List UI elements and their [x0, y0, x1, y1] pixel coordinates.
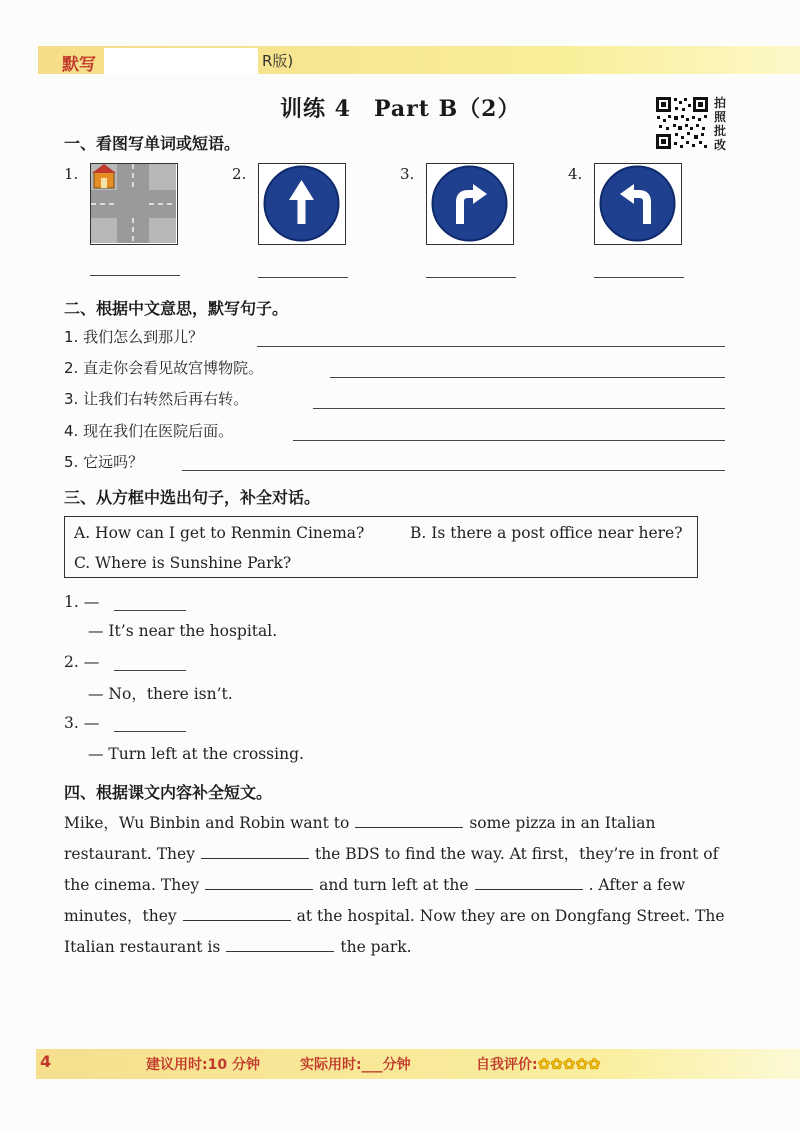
dialog-answer: — Turn left at the crossing. [88, 745, 304, 763]
picture-frame [594, 163, 682, 245]
blank-5[interactable] [183, 906, 291, 921]
answer-line[interactable] [114, 731, 186, 732]
page-number: 4 [40, 1052, 52, 1071]
option-a: A. How can I get to Renmin Cinema? [74, 524, 365, 542]
answer-line[interactable] [313, 408, 725, 409]
sentence-prompt: 2. 直走你会看见故宫博物院。 [64, 359, 264, 377]
star-icon[interactable]: ✿ [550, 1055, 563, 1073]
answer-line[interactable] [114, 670, 186, 671]
blank-1[interactable] [355, 813, 463, 828]
page-title: 训练 4 Part B（2） [280, 96, 521, 122]
answer-line[interactable] [594, 277, 684, 278]
star-icon[interactable]: ✿ [587, 1055, 601, 1073]
picture-frame [426, 163, 514, 245]
qr-code-icon[interactable] [655, 96, 709, 150]
sentence-prompt: 4. 现在我们在医院后面。 [64, 422, 234, 440]
answer-line[interactable] [293, 440, 725, 441]
item-number: 4. [568, 165, 583, 183]
answer-line[interactable] [426, 277, 516, 278]
answer-line[interactable] [182, 470, 725, 471]
dialog-question: 2. — [64, 653, 100, 671]
header-edition: R版) [262, 52, 294, 70]
answer-line[interactable] [114, 610, 186, 611]
blank-3[interactable] [205, 875, 313, 890]
dialog-question: 3. — [64, 714, 100, 732]
qr-label: 拍 照 批 改 [714, 96, 727, 152]
item-number: 1. [64, 165, 79, 183]
dialog-answer: — It’s near the hospital. [88, 622, 278, 640]
sentence-prompt: 3. 让我们右转然后再右转。 [64, 390, 249, 408]
star-icon[interactable]: ✿ [575, 1055, 588, 1073]
self-evaluation: 自我评价:✿✿✿✿✿ [476, 1055, 601, 1073]
section3-heading: 三、从方框中选出句子，补全对话。 [64, 488, 321, 507]
dialog-answer: — No，there isn’t. [88, 685, 233, 703]
dialog-question: 1. — [64, 593, 100, 611]
header-series-title: 默写 [62, 55, 96, 75]
answer-line[interactable] [257, 346, 725, 347]
crossroads-map-icon [91, 164, 176, 243]
blank-6[interactable] [226, 937, 334, 952]
item-number: 3. [400, 165, 415, 183]
item-number: 2. [232, 165, 247, 183]
suggested-time: 建议用时:10 分钟 [146, 1057, 260, 1073]
option-c: C. Where is Sunshine Park? [74, 554, 292, 572]
picture-frame [258, 163, 346, 245]
cloze-paragraph: Mike，Wu Binbin and Robin want to some pizza in an Italian restaurant. They the BDS to find the way. At first，they’re in front of the cinema. They and turn left at the . After a few minutes，they at the hospital. Now they are on Dongfang Street. The Italian restaurant is the park. [64, 814, 725, 956]
answer-line[interactable] [258, 277, 348, 278]
header-redacted-area [104, 48, 258, 74]
section1-heading: 一、看图写单词或短语。 [64, 134, 241, 153]
section2-heading: 二、根据中文意思，默写句子。 [64, 299, 289, 318]
section4-heading: 四、根据课文内容补全短文。 [64, 783, 273, 802]
picture-frame [90, 163, 178, 245]
actual-time: 实际用时:___分钟 [300, 1057, 411, 1073]
star-icon[interactable]: ✿ [537, 1055, 551, 1073]
turn-left-sign-icon [595, 164, 680, 243]
answer-line[interactable] [90, 275, 180, 276]
option-b: B. Is there a post office near here? [410, 524, 683, 542]
star-icon[interactable]: ✿ [562, 1055, 576, 1073]
sentence-prompt: 1. 我们怎么到那儿？ [64, 328, 204, 346]
answer-line[interactable] [330, 377, 725, 378]
go-straight-sign-icon [259, 164, 344, 243]
blank-2[interactable] [201, 844, 309, 859]
turn-right-sign-icon [427, 164, 512, 243]
sentence-prompt: 5. 它远吗？ [64, 453, 144, 471]
blank-4[interactable] [475, 875, 583, 890]
